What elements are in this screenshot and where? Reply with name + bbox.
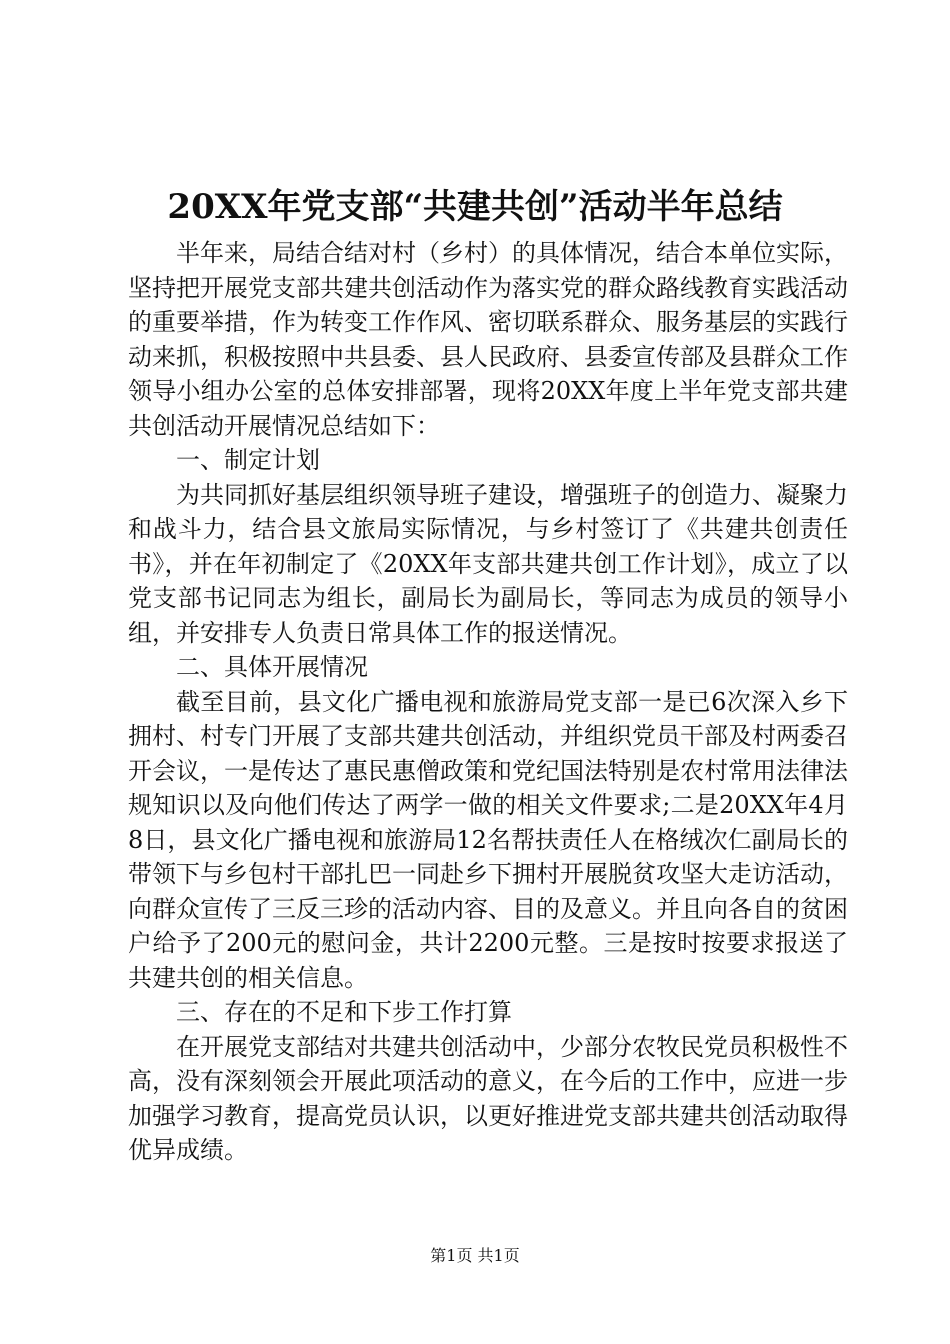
intro-paragraph: 半年来，局结合结对村（乡村）的具体情况，结合本单位实际，坚持把开展党支部共建共创活动作为落实党的群众路线教育实践活动的重要举措，作为转变工作作风、密切联系群众、服务基层的实践行动来抓，积极按照中共县委、县人民政府、县委宣传部及县群众工作领导小组办公室的总体安排部署，现将20XX年度上半年党支部共建共创活动开展情况总结如下： <box>128 239 848 440</box>
section-heading-shortcomings: 三、存在的不足和下步工作打算 <box>176 998 512 1026</box>
document-title: 20XX年党支部“共建共创”活动半年总结 <box>167 187 783 227</box>
section-paragraph-progress: 截至目前，县文化广播电视和旅游局党支部一是已6次深入乡下拥村、村专门开展了支部共建共创活动，并组织党员干部及村两委召开会议，一是传达了惠民惠僧政策和党纪国法特别是农村常用法律法规知识以及向他们传达了两学一做的相关文件要求;二是20XX年4月8日，县文化广播电视和旅游局12名帮扶责任人在格绒次仁副局长的带领下与乡包村干部扎巴一同赴乡下拥村开展脱贫攻坚大走访活动，向群众宣传了三反三珍的活动内容、目的及意义。并且向各自的贫困户给予了200元的慰问金，共计2200元整。三是按时按要求报送了共建共创的相关信息。 <box>128 687 848 992</box>
section-paragraph-shortcomings: 在开展党支部结对共建共创活动中，少部分农牧民党员积极性不高，没有深刻领会开展此项活动的意义，在今后的工作中，应进一步加强学习教育，提高党员认识，以更好推进党支部共建共创活动取得优异成绩。 <box>128 1032 848 1164</box>
section-paragraph-plan: 为共同抓好基层组织领导班子建设，增强班子的创造力、凝聚力和战斗力，结合县文旅局实际情况，与乡村签订了《共建共创责任书》，并在年初制定了《20XX年支部共建共创工作计划》，成立了以党支部书记同志为组长，副局长为副局长，等同志为成员的领导小组，并安排专人负责日常具体工作的报送情况。 <box>128 480 848 647</box>
document-body <box>128 236 848 1168</box>
section-heading-plan: 一、制定计划 <box>176 446 320 474</box>
page-footer: 第1页 共1页 <box>430 1246 520 1265</box>
section-heading-progress: 二、具体开展情况 <box>176 653 368 681</box>
